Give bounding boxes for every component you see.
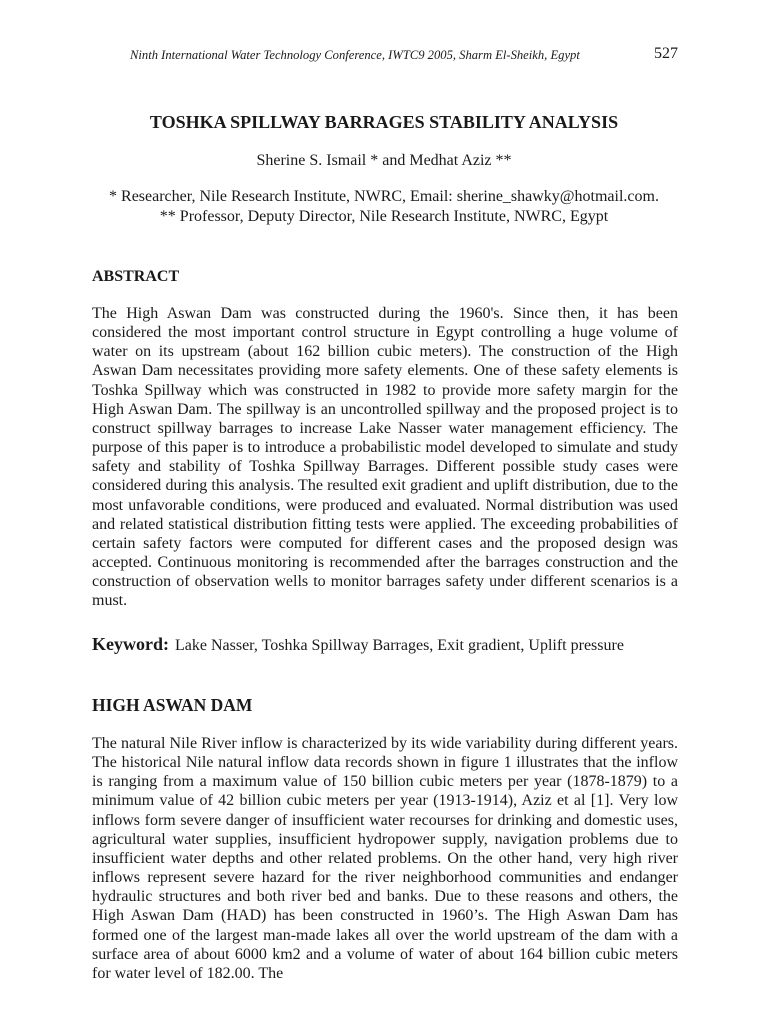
affiliation-1: * Researcher, Nile Research Institute, NWRC, Email: sherine_shawky@hotmail.com. — [109, 188, 659, 205]
section-heading-high-aswan-dam: HIGH ASWAN DAM — [92, 695, 253, 715]
affiliation-2: ** Professor, Deputy Director, Nile Research Institute, NWRC, Egypt — [159, 208, 609, 225]
abstract-heading: ABSTRACT — [92, 268, 180, 285]
paper-title: TOSHKA SPILLWAY BARRAGES STABILITY ANALYSIS — [149, 112, 619, 132]
abstract-body: The High Aswan Dam was constructed during the 1960's. Since then, it has been considered the most important control structure in Egypt controlling a huge volume of water on its upstream (about 162 billion cubic meters). The construction of the High Aswan Dam necessitates providing more safety elements. One of these safety elements is Toshka Spillway which was constructed in 1982 to provide more safety margin for the High Aswan Dam. The spillway is an uncontrolled spillway and the proposed project is to construct spillway barrages to increase Lake Nasser water management efficiency. The purpose of this paper is to introduce a probabilistic model developed to simulate and study safety and stability of Toshka Spillway Barrages. Different possible study cases were considered during this analysis. The resulted exit gradient and uplift distribution, due to the most unfavorable conditions, were produced and evaluated. Normal distribution was used and related statistical distribution fitting tests were applied. The exceeding probabilities of certain safety factors were computed for different cases and the proposed design was accepted. Continuous monitoring is recommended after the barrages construction and the construction of observation wells to monitor barrages safety under different scenarios is a must. — [92, 305, 678, 610]
conference-header: Ninth International Water Technology Conference, IWTC9 2005, Sharm El-Sheikh, Egypt — [130, 48, 580, 62]
section-body-high-aswan-dam: The natural Nile River inflow is characterized by its wide variability during different years. The historical Nile natural inflow data records shown in figure 1 illustrates that the inflow is ranging from a maximum value of 150 billion cubic meters per year (1878-1879) to a minimum value of 42 billion cubic meters per year (1913-1914), Aziz et al [1]. Very low inflows form severe danger of insufficient water recourses for drinking and domestic uses, agricultural water supplies, insufficient hydropower supply, navigation problems due to insufficient water depths and other related problems. On the other hand, very high river inflows represent severe hazard for the river neighborhood communities and endanger hydraulic structures and both river bed and banks. Due to these reasons and others, the High Aswan Dam (HAD) has been constructed in 1960’s. The High Aswan Dam has formed one of the largest man-made lakes all over the world upstream of the dam with a surface area of about 6000 km2 and a volume of water of about 164 billion cubic meters for water level of 182.00. The — [92, 735, 678, 982]
author-line: Sherine S. Ismail * and Medhat Aziz ** — [256, 152, 512, 169]
running-header — [92, 44, 678, 70]
keyword-label: Keyword: — [92, 634, 169, 654]
keyword-line — [92, 634, 678, 655]
keyword-list: Lake Nasser, Toshka Spillway Barrages, Exit gradient, Uplift pressure — [174, 637, 624, 654]
page-number: 527 — [654, 45, 678, 62]
